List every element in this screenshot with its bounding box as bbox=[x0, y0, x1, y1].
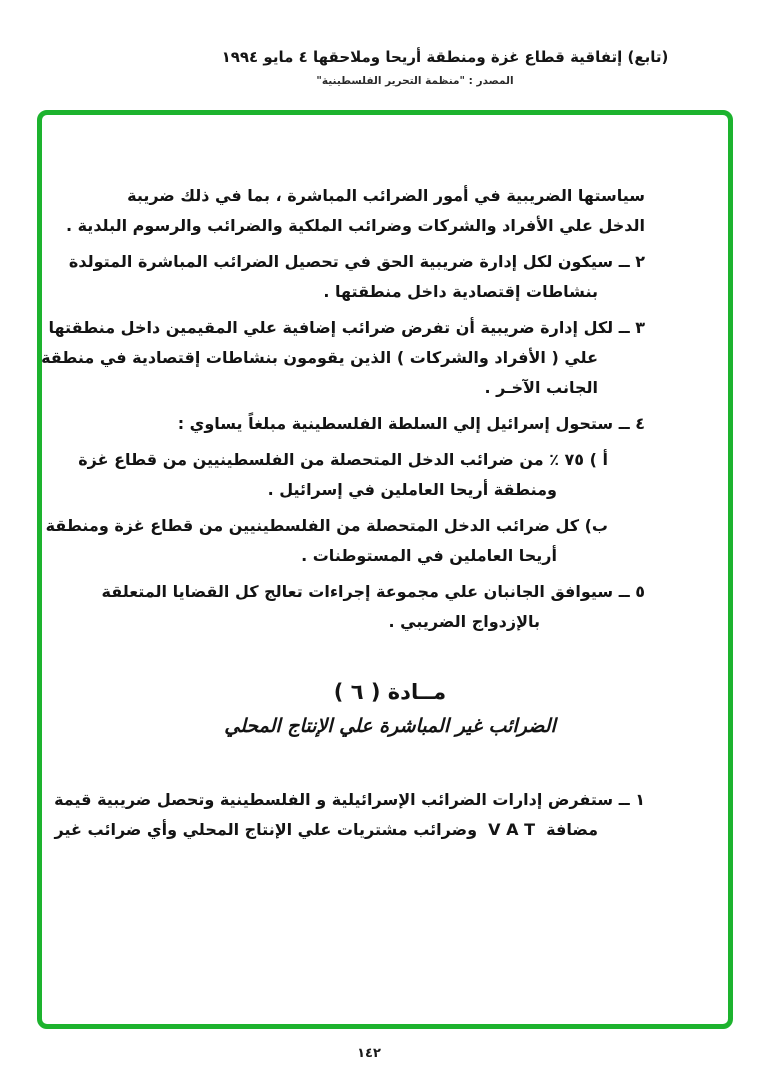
sub-item-b bbox=[45, 511, 645, 571]
text-line: ١ ــ ستفرض إدارات الضرائب الإسرائيلية و الفلسطينية وتحصل ضريبية قيمة bbox=[54, 790, 645, 809]
list-item-5 bbox=[101, 577, 645, 637]
text-line: الجانب الآخـر . bbox=[484, 378, 598, 397]
document-body bbox=[42, 115, 728, 845]
article-6-subheading: الضرائب غير المباشرة علي الإنتاج المحلي bbox=[224, 715, 556, 737]
document-header-source: المصدر : "منظمة التحرير الفلسطينية" bbox=[316, 75, 514, 87]
text-line: ومنطقة أريحا العاملين في إسرائيل . bbox=[267, 480, 557, 499]
text-line: سياستها الضريبية في أمور الضرائب المباشرة ، بما في ذلك ضريبة bbox=[127, 186, 645, 205]
text-line: مضافة V A T وضرائب مشتريات علي الإنتاج المحلي وأي ضرائب غير bbox=[54, 820, 598, 839]
sub-item-a bbox=[78, 445, 645, 505]
text-line: ٥ ــ سيوافق الجانبان علي مجموعة إجراءات تعالج كل القضايا المتعلقة bbox=[101, 582, 645, 601]
text-line: الدخل علي الأفراد والشركات وضرائب الملكية والضرائب والرسوم البلدية . bbox=[65, 216, 645, 235]
list-item-4 bbox=[135, 409, 645, 439]
text-line: ٢ ــ سيكون لكل إدارة ضريبية الحق في تحصيل الضرائب المباشرة المتولدة bbox=[68, 252, 645, 271]
text-line: بنشاطات إقتصادية داخل منطقتها . bbox=[323, 282, 598, 301]
text-line: بالإزدواج الضريبي . bbox=[388, 612, 540, 631]
article-6-heading: مــادة ( ٦ ) bbox=[333, 680, 447, 704]
paragraph-continuation bbox=[65, 181, 645, 241]
document-frame-border bbox=[37, 110, 733, 1029]
text-line: أ ) ٧٥ ٪ من ضرائب الدخل المتحصلة من الفلسطينيين من قطاع غزة bbox=[78, 450, 608, 469]
text-line: ٤ ــ ستحول إسرائيل إلي السلطة الفلسطينية مبلغاً يساوي : bbox=[177, 414, 645, 433]
text-line: ٣ ــ لكل إدارة ضريبية أن تفرض ضرائب إضافية علي المقيمين داخل منطقتها bbox=[48, 318, 645, 337]
document-header-title: (تابع) إتفاقية قطاع غزة ومنطقة أريحا وملاحقها ٤ مايو ١٩٩٤ bbox=[221, 48, 669, 66]
page-number: ١٤٢ bbox=[357, 1046, 381, 1061]
text-line: علي ( الأفراد والشركات ) الذين يقومون بنشاطات إقتصادية في منطقة bbox=[41, 348, 598, 367]
list-item-2 bbox=[68, 247, 645, 307]
text-line: أريحا العاملين في المستوطنات . bbox=[301, 546, 557, 565]
list-item-3 bbox=[41, 313, 645, 403]
article-6-item-1 bbox=[54, 785, 645, 845]
text-line: ب) كل ضرائب الدخل المتحصلة من الفلسطينيين من قطاع غزة ومنطقة bbox=[45, 516, 608, 535]
